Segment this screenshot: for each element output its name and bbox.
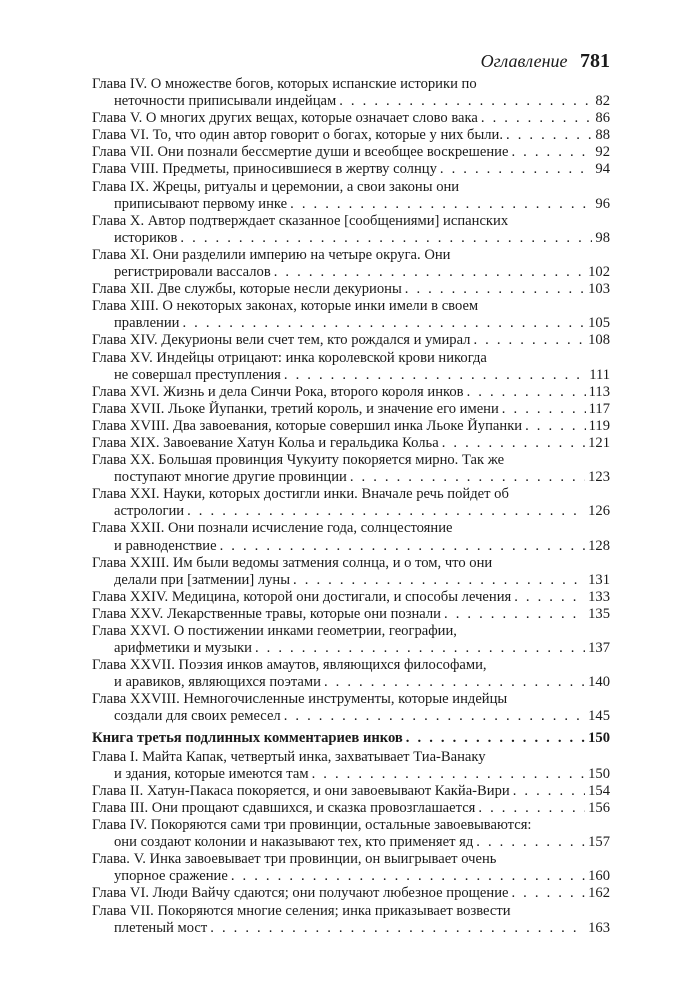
toc-page-number: 96 [595, 195, 610, 212]
toc-entry-text: и здания, которые имеются там [114, 765, 309, 782]
toc-entry-last-line [92, 885, 610, 902]
toc-entry-line: Глава XXI. Науки, которых достигли инки. Вначале речь пойдет об [92, 486, 509, 503]
toc-entry [92, 435, 610, 452]
toc-entry [92, 281, 610, 298]
toc-entry-last-line [92, 868, 610, 885]
toc-page-number: 137 [588, 640, 610, 657]
dot-leader [442, 435, 585, 452]
dot-leader [513, 783, 585, 800]
toc-entry-text: Книга третья подлинных комментариев инков [92, 729, 403, 746]
toc-page-number: 108 [588, 332, 610, 349]
toc-entry-last-line [92, 800, 610, 817]
toc-entry-last-line [92, 538, 610, 555]
toc-entry-last-line [92, 606, 610, 623]
toc-entry-last-line [92, 93, 610, 110]
toc-entry-text: неточности приписывали индейцам [114, 93, 337, 110]
toc-entry [92, 555, 610, 589]
toc-entry-last-line [92, 708, 610, 725]
toc-entry-last-line [92, 503, 610, 520]
toc-entry [92, 800, 610, 817]
toc-entry-last-line [92, 196, 610, 213]
toc-entry-text: и равноденствие [114, 537, 217, 554]
running-header [481, 50, 610, 73]
toc-entry-text: плетеный мост [114, 919, 208, 936]
toc-entry-text: Глава XII. Две службы, которые несли декурионы [92, 281, 402, 298]
toc-entry-text: Глава XXIV. Медицина, которой они достигали, и способы лечения [92, 588, 512, 605]
toc-entry-last-line [92, 640, 610, 657]
toc-entry-last-line [92, 264, 610, 281]
toc-page-number: 113 [588, 383, 610, 400]
dot-leader [312, 766, 586, 783]
dot-leader [350, 469, 585, 486]
dot-leader [274, 264, 585, 281]
toc-entry-text: они создают колонии и наказывают тех, кто применяет яд [114, 834, 474, 851]
toc-entry-text: Глава III. Они прощают сдавшихся, и сказка провозглашается [92, 799, 476, 816]
toc-entry [92, 691, 610, 725]
dot-leader [478, 800, 585, 817]
dot-leader [444, 606, 585, 623]
toc-entry [92, 486, 610, 520]
toc-entry-line: Глава XXII. Они познали исчисление года, солнцестояние [92, 520, 453, 537]
toc-page-number: 135 [588, 605, 610, 622]
toc-entry [92, 817, 610, 851]
dot-leader [210, 920, 585, 937]
dot-leader [180, 230, 592, 247]
toc-entry-last-line [92, 401, 610, 418]
toc-entry-last-line [92, 110, 610, 127]
toc-page-number: 145 [588, 708, 610, 725]
toc-entry-last-line [92, 384, 610, 401]
toc-entry-last-line [92, 766, 610, 783]
toc-entry-text: и аравиков, являющихся поэтами [114, 674, 321, 691]
toc-page-number: 133 [588, 588, 610, 605]
page-number: 781 [580, 50, 610, 72]
toc-entry-last-line [92, 230, 610, 247]
toc-entry-line: Глава VII. Покоряются многие селения; инка приказывает возвести [92, 902, 511, 919]
toc-page-number: 92 [595, 144, 610, 161]
toc-entry-text: Глава XVIII. Два завоевания, которые совершил инка Льоке Йупанки [92, 417, 523, 434]
toc-page-number: 105 [588, 315, 610, 332]
toc-entry-last-line [92, 418, 610, 435]
toc-entry-line: Глава XXIII. Им были ведомы затмения солнца, и о том, что они [92, 554, 493, 571]
toc-page-number: 117 [588, 400, 610, 417]
toc-entry-line: Глава I. Майта Капак, четвертый инка, захватывает Тиа-Ванаку [92, 748, 486, 765]
dot-leader [506, 127, 592, 144]
toc-entry-text: Глава XVI. Жизнь и дела Синчи Рока, второго короля инков [92, 383, 464, 400]
toc-entry-line: Глава XXVII. Поэзия инков амаутов, являющихся философами, [92, 657, 487, 674]
toc-entry-last-line [92, 127, 610, 144]
toc-entry-text: историков [114, 229, 178, 246]
toc-entry [92, 144, 610, 161]
toc-entry [92, 657, 610, 691]
toc-page-number: 150 [588, 729, 610, 746]
toc-entry [92, 783, 610, 800]
dot-leader [293, 572, 585, 589]
toc-entry-last-line [92, 834, 610, 851]
toc-entry-text: Глава XVII. Льоке Йупанки, третий король, и значение его имени [92, 400, 499, 417]
toc-entry-text: приписывают первому инке [114, 195, 288, 212]
toc-page-number: 103 [588, 281, 610, 298]
toc-entry [92, 76, 610, 110]
toc-page-number: 163 [588, 919, 610, 936]
toc-entry-text: Глава VIII. Предметы, приносившиеся в жертву солнцу [92, 161, 437, 178]
dot-leader [324, 674, 585, 691]
toc-entry [92, 589, 610, 606]
toc-entry-text: Глава V. О многих других вещах, которые означает слово вака [92, 110, 478, 127]
toc-page-number: 119 [588, 417, 610, 434]
toc-page-number: 102 [588, 264, 610, 281]
dot-leader [481, 110, 593, 127]
dot-leader [467, 384, 586, 401]
toc-entry [92, 623, 610, 657]
toc-entry-line: Глава XX. Большая провинция Чукуиту покоряется мирно. Так же [92, 452, 505, 469]
toc-entry [92, 247, 610, 281]
toc-page-number: 128 [588, 537, 610, 554]
toc-entry [92, 452, 610, 486]
toc-entry-text: Глава II. Хатун-Пакаса покоряется, и они завоевывают Какйа-Вири [92, 782, 510, 799]
dot-leader [339, 93, 592, 110]
toc-page-number: 94 [595, 161, 610, 178]
toc-entry-last-line [92, 469, 610, 486]
toc-entry-last-line [92, 572, 610, 589]
toc-book-heading [92, 730, 610, 747]
toc-entry-text: Глава VII. Они познали бессмертие души и всеобщее воскрешение [92, 144, 509, 161]
dot-leader [525, 418, 586, 435]
toc-entry-last-line [92, 920, 610, 937]
toc-page-number: 88 [595, 127, 610, 144]
toc-entry [92, 885, 610, 902]
toc-entry-text: астрологии [114, 503, 185, 520]
toc-page-number: 150 [588, 765, 610, 782]
toc-entry-text: Глава VI. Люди Вайчу сдаются; они получают любезное прощение [92, 885, 509, 902]
toc-entry [92, 851, 610, 885]
dot-leader [290, 196, 592, 213]
dot-leader [511, 885, 585, 902]
toc-entry [92, 520, 610, 554]
dot-leader [284, 367, 586, 384]
toc-entry-last-line [92, 783, 610, 800]
toc-entry-line: Глава X. Автор подтверждает сказанное [сообщениями] испанских [92, 212, 509, 229]
toc-entry-text: Глава VI. То, что один автор говорит о богах, которые у них были. [92, 127, 504, 144]
dot-leader [502, 401, 586, 418]
toc-entry [92, 401, 610, 418]
toc-entry-text: арифметики и музыки [114, 640, 252, 657]
dot-leader [187, 503, 585, 520]
table-of-contents [92, 76, 610, 937]
toc-entry [92, 213, 610, 247]
toc-entry-last-line [92, 730, 610, 747]
toc-entry-last-line [92, 161, 610, 178]
dot-leader [473, 332, 585, 349]
dot-leader [476, 834, 585, 851]
toc-page-number: 98 [595, 229, 610, 246]
toc-entry [92, 332, 610, 349]
toc-entry-line: Глава XV. Индейцы отрицают: инка королевской крови никогда [92, 349, 487, 366]
toc-entry [92, 350, 610, 384]
toc-entry-last-line [92, 435, 610, 452]
toc-page-number: 126 [588, 503, 610, 520]
toc-entry-last-line [92, 367, 610, 384]
toc-page-number: 82 [595, 93, 610, 110]
dot-leader [231, 868, 585, 885]
toc-entry-line: Глава XI. Они разделили империю на четыре округа. Они [92, 246, 451, 263]
toc-page-number: 86 [595, 110, 610, 127]
toc-entry [92, 903, 610, 937]
toc-entry-last-line [92, 315, 610, 332]
toc-page-number: 156 [588, 799, 610, 816]
toc-entry-text: правлении [114, 315, 180, 332]
toc-entry-last-line [92, 332, 610, 349]
toc-entry [92, 418, 610, 435]
toc-page-number: 162 [588, 885, 610, 902]
dot-leader [284, 708, 585, 725]
toc-entry-last-line [92, 589, 610, 606]
toc-entry [92, 749, 610, 783]
toc-page-number: 111 [589, 366, 610, 383]
dot-leader [406, 730, 585, 747]
toc-entry-line: Глава IV. О множестве богов, которых испанские историки по [92, 76, 477, 92]
toc-entry-text: поступают многие другие провинции [114, 469, 347, 486]
toc-entry-last-line [92, 281, 610, 298]
toc-page-number: 160 [588, 868, 610, 885]
toc-entry-line: Глава IX. Жрецы, ритуалы и церемонии, а свои законы они [92, 178, 460, 195]
toc-page-number: 131 [588, 571, 610, 588]
toc-entry-line: Глава XIII. О некоторых законах, которые инки имели в своем [92, 298, 479, 315]
toc-entry [92, 127, 610, 144]
toc-entry [92, 161, 610, 178]
toc-entry [92, 384, 610, 401]
dot-leader [220, 538, 586, 555]
toc-entry [92, 179, 610, 213]
toc-page-number: 154 [588, 782, 610, 799]
dot-leader [440, 161, 593, 178]
dot-leader [182, 315, 585, 332]
dot-leader [255, 640, 585, 657]
toc-entry-text: Глава XIV. Декурионы вели счет тем, кто рождался и умирал [92, 332, 471, 349]
toc-entry-text: создали для своих ремесел [114, 708, 281, 725]
dot-leader [514, 589, 585, 606]
toc-entry-line: Глава IV. Покоряются сами три провинции, остальные завоевываются: [92, 817, 532, 834]
dot-leader [405, 281, 585, 298]
dot-leader [511, 144, 592, 161]
toc-entry [92, 298, 610, 332]
toc-entry [92, 110, 610, 127]
toc-entry-text: делали при [затмении] луны [114, 571, 291, 588]
toc-page-number: 121 [588, 434, 610, 451]
toc-page-number: 123 [588, 469, 610, 486]
running-header-title: Оглавление [480, 51, 568, 71]
toc-page-number: 140 [588, 674, 610, 691]
toc-entry-line: Глава XXVIII. Немногочисленные инструменты, которые индейцы [92, 691, 508, 708]
toc-entry-text: Глава XIX. Завоевание Хатун Кольа и геральдика Кольа [92, 434, 439, 451]
toc-entry [92, 606, 610, 623]
toc-entry-text: Глава XXV. Лекарственные травы, которые они познали [92, 605, 441, 622]
toc-entry-last-line [92, 674, 610, 691]
toc-page-number: 157 [588, 834, 610, 851]
toc-entry-last-line [92, 144, 610, 161]
toc-entry-line: Глава XXVI. О постижении инками геометрии, географии, [92, 623, 457, 639]
toc-entry-line: Глава. V. Инка завоевывает три провинции, он выигрывает очень [92, 851, 497, 868]
toc-entry-text: регистрировали вассалов [114, 264, 271, 281]
toc-entry-text: не совершал преступления [114, 366, 281, 383]
toc-entry-text: упорное сражение [114, 868, 228, 885]
